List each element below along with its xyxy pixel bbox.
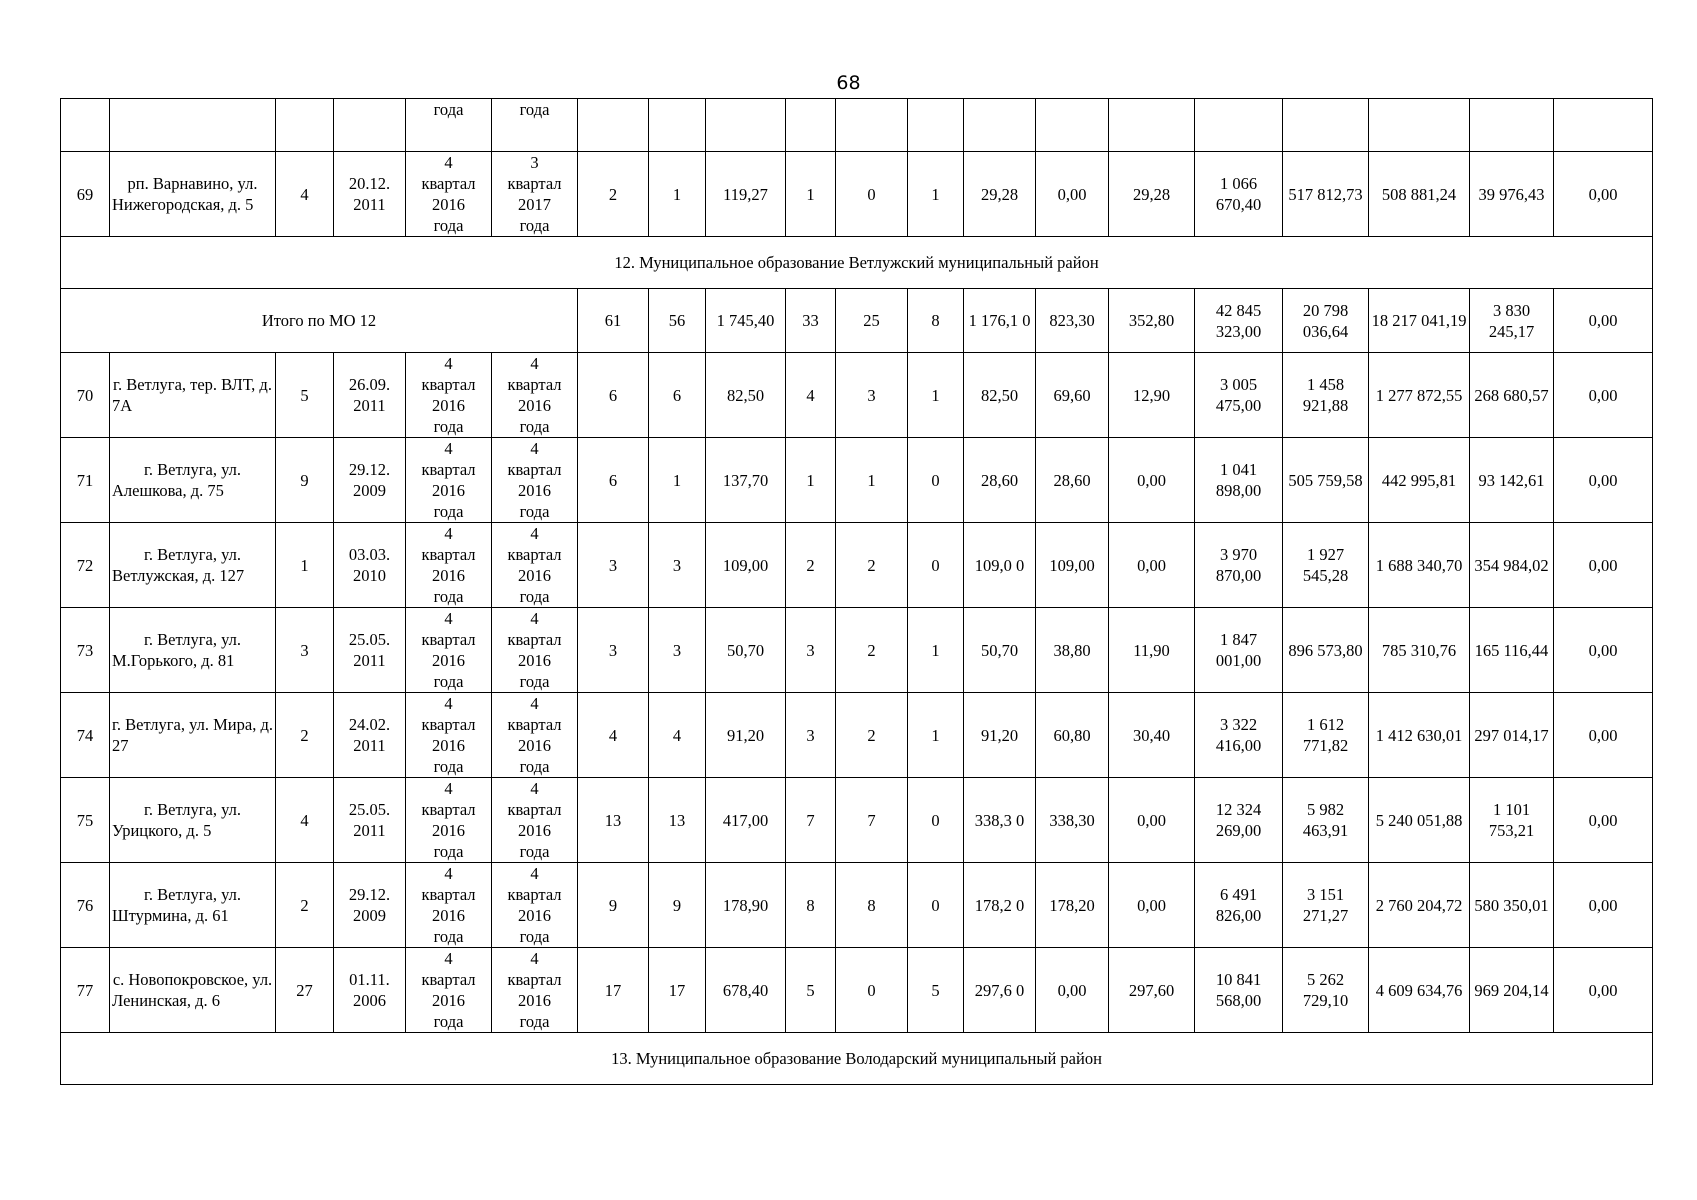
housing-program-table: [60, 98, 1653, 1085]
section-header-13: [61, 1033, 1653, 1085]
value-cell-12: 1: [908, 608, 964, 693]
start-quarter-cell-line: квартал: [421, 715, 476, 734]
value-cell-11: 8: [836, 863, 908, 948]
value-cell-15: 297,60: [1109, 948, 1195, 1033]
row-number: 73: [61, 608, 110, 693]
start-quarter-cell-line: года: [433, 757, 464, 776]
end-quarter-cell-line: года: [519, 587, 550, 606]
value-cell-16: 3 005 475,00: [1195, 353, 1283, 438]
end-quarter-cell-line: 4: [530, 524, 539, 543]
start-quarter-cell: [406, 693, 492, 778]
total-value-15: 352,80: [1109, 289, 1195, 353]
value-cell-7: 17: [578, 948, 649, 1033]
value-cell-15: 0,00: [1109, 863, 1195, 948]
value-cell-20: 0,00: [1554, 948, 1653, 1033]
value-cell-10: 3: [786, 693, 836, 778]
table-row: [61, 353, 1653, 438]
end-quarter-cell-line: 3: [530, 153, 539, 172]
row-number: 74: [61, 693, 110, 778]
value-cell-8: 3: [649, 608, 706, 693]
value-cell-16: 1 847 001,00: [1195, 608, 1283, 693]
address-cell: г. Ветлуга, ул. Штурмина, д. 61: [110, 863, 276, 948]
page-number: 68: [836, 72, 861, 94]
value-cell-17: 1 458 921,88: [1283, 353, 1369, 438]
count-cell: 1: [276, 523, 334, 608]
date-cell: 29.12. 2009: [334, 438, 406, 523]
value-cell-20: 0,00: [1554, 693, 1653, 778]
value-cell-16: 1 066 670,40: [1195, 152, 1283, 237]
start-quarter-cell: [406, 353, 492, 438]
value-cell-14: 60,80: [1036, 693, 1109, 778]
value-cell-20: 0,00: [1554, 863, 1653, 948]
value-cell-7: 6: [578, 353, 649, 438]
section-header-12: [61, 237, 1653, 289]
value-cell-16: 1 041 898,00: [1195, 438, 1283, 523]
table-row: [61, 523, 1653, 608]
end-quarter-cell: [492, 863, 578, 948]
end-quarter-cell: [492, 693, 578, 778]
end-quarter-cell-line: квартал: [507, 460, 562, 479]
end-quarter-cell-line: квартал: [507, 800, 562, 819]
address-cell: г. Ветлуга, ул. Урицкого, д. 5: [110, 778, 276, 863]
value-cell-19: 93 142,61: [1470, 438, 1554, 523]
start-quarter-cell-line: 4: [444, 354, 453, 373]
start-quarter-cell-line: 4: [444, 609, 453, 628]
total-value-12: 8: [908, 289, 964, 353]
end-quarter-cell-line: 2016: [518, 481, 551, 500]
total-value-8: 56: [649, 289, 706, 353]
value-cell-19: 969 204,14: [1470, 948, 1554, 1033]
total-value-17: 20 798 036,64: [1283, 289, 1369, 353]
row-number: 75: [61, 778, 110, 863]
value-cell-19: 165 116,44: [1470, 608, 1554, 693]
end-quarter-cell: [492, 152, 578, 237]
start-quarter-cell: [406, 438, 492, 523]
value-cell-11: 2: [836, 608, 908, 693]
start-quarter-cell-line: года: [433, 216, 464, 235]
value-cell-18: 1 412 630,01: [1369, 693, 1470, 778]
value-cell-13: 50,70: [964, 608, 1036, 693]
end-quarter-cell-line: 4: [530, 439, 539, 458]
address-cell: г. Ветлуга, тер. ВЛТ, д. 7А: [110, 353, 276, 438]
start-quarter-cell-line: квартал: [421, 174, 476, 193]
continued-header-row: [61, 99, 1653, 152]
start-quarter-cell-line: года: [433, 587, 464, 606]
end-quarter-cell-line: года: [519, 757, 550, 776]
value-cell-9: 50,70: [706, 608, 786, 693]
end-quarter-cell-line: 2016: [518, 736, 551, 755]
value-cell-15: 11,90: [1109, 608, 1195, 693]
address-cell: г. Ветлуга, ул. Мира, д. 27: [110, 693, 276, 778]
value-cell-11: 2: [836, 523, 908, 608]
value-cell-18: 508 881,24: [1369, 152, 1470, 237]
count-cell: 4: [276, 152, 334, 237]
end-quarter-cell-line: 4: [530, 609, 539, 628]
value-cell-15: 12,90: [1109, 353, 1195, 438]
count-cell: 27: [276, 948, 334, 1033]
total-value-19: 3 830 245,17: [1470, 289, 1554, 353]
end-quarter-cell-line: квартал: [507, 630, 562, 649]
value-cell-9: 678,40: [706, 948, 786, 1033]
value-cell-12: 0: [908, 863, 964, 948]
value-cell-20: 0,00: [1554, 438, 1653, 523]
value-cell-19: 39 976,43: [1470, 152, 1554, 237]
value-cell-17: 1 927 545,28: [1283, 523, 1369, 608]
end-quarter-cell-line: 4: [530, 864, 539, 883]
value-cell-7: 3: [578, 608, 649, 693]
value-cell-10: 2: [786, 523, 836, 608]
start-quarter-cell-line: 2016: [432, 906, 465, 925]
start-quarter-cell-line: года: [433, 1012, 464, 1031]
value-cell-7: 4: [578, 693, 649, 778]
section-header-13-title: 13. Муниципальное образование Володарский муниципальный район: [61, 1033, 1653, 1085]
row-number: 69: [61, 152, 110, 237]
end-quarter-cell-line: 4: [530, 949, 539, 968]
table-row: [61, 152, 1653, 237]
value-cell-11: 2: [836, 693, 908, 778]
table-row: [61, 693, 1653, 778]
start-quarter-cell-line: квартал: [421, 545, 476, 564]
value-cell-13: 91,20: [964, 693, 1036, 778]
total-label: Итого по МО 12: [61, 289, 578, 353]
value-cell-10: 5: [786, 948, 836, 1033]
value-cell-14: 69,60: [1036, 353, 1109, 438]
value-cell-12: 0: [908, 523, 964, 608]
end-quarter-cell: [492, 523, 578, 608]
value-cell-9: 137,70: [706, 438, 786, 523]
value-cell-14: 0,00: [1036, 152, 1109, 237]
value-cell-16: 3 970 870,00: [1195, 523, 1283, 608]
value-cell-13: 297,6 0: [964, 948, 1036, 1033]
value-cell-13: 338,3 0: [964, 778, 1036, 863]
end-quarter-cell-line: квартал: [507, 375, 562, 394]
total-value-13: 1 176,1 0: [964, 289, 1036, 353]
date-cell: 25.05. 2011: [334, 608, 406, 693]
value-cell-17: 896 573,80: [1283, 608, 1369, 693]
address-cell: г. Ветлуга, ул. Ветлужская, д. 127: [110, 523, 276, 608]
value-cell-17: 505 759,58: [1283, 438, 1369, 523]
value-cell-16: 3 322 416,00: [1195, 693, 1283, 778]
start-quarter-cell-line: года: [433, 927, 464, 946]
start-quarter-cell: [406, 863, 492, 948]
value-cell-11: 3: [836, 353, 908, 438]
value-cell-18: 1 277 872,55: [1369, 353, 1470, 438]
value-cell-9: 119,27: [706, 152, 786, 237]
table-row: [61, 608, 1653, 693]
value-cell-14: 38,80: [1036, 608, 1109, 693]
value-cell-14: 109,00: [1036, 523, 1109, 608]
end-quarter-cell-line: 2016: [518, 651, 551, 670]
start-quarter-cell-line: квартал: [421, 460, 476, 479]
start-quarter-cell-line: 2016: [432, 991, 465, 1010]
value-cell-16: 12 324 269,00: [1195, 778, 1283, 863]
value-cell-15: 0,00: [1109, 438, 1195, 523]
value-cell-12: 1: [908, 353, 964, 438]
total-value-7: 61: [578, 289, 649, 353]
value-cell-7: 2: [578, 152, 649, 237]
start-quarter-cell: [406, 608, 492, 693]
row-number: 77: [61, 948, 110, 1033]
start-quarter-cell-line: года: [433, 842, 464, 861]
value-cell-11: 1: [836, 438, 908, 523]
value-cell-10: 1: [786, 438, 836, 523]
start-quarter-cell: [406, 523, 492, 608]
count-cell: 3: [276, 608, 334, 693]
end-quarter-cell-line: квартал: [507, 174, 562, 193]
value-cell-12: 1: [908, 152, 964, 237]
section-header-12-title: 12. Муниципальное образование Ветлужский муниципальный район: [61, 237, 1653, 289]
total-value-20: 0,00: [1554, 289, 1653, 353]
value-cell-13: 28,60: [964, 438, 1036, 523]
date-cell: 20.12. 2011: [334, 152, 406, 237]
value-cell-15: 0,00: [1109, 523, 1195, 608]
value-cell-19: 268 680,57: [1470, 353, 1554, 438]
date-cell: 03.03. 2010: [334, 523, 406, 608]
start-quarter-cell-line: квартал: [421, 630, 476, 649]
value-cell-11: 0: [836, 152, 908, 237]
start-quarter-cell-line: 4: [444, 779, 453, 798]
value-cell-17: 5 982 463,91: [1283, 778, 1369, 863]
start-quarter-cell-line: 2016: [432, 481, 465, 500]
total-value-9: 1 745,40: [706, 289, 786, 353]
start-quarter-cell-line: 4: [444, 524, 453, 543]
end-quarter-cell-line: 2016: [518, 991, 551, 1010]
date-cell: 26.09. 2011: [334, 353, 406, 438]
value-cell-10: 7: [786, 778, 836, 863]
value-cell-17: 1 612 771,82: [1283, 693, 1369, 778]
start-quarter-cell-line: года: [433, 417, 464, 436]
end-quarter-cell-line: квартал: [507, 970, 562, 989]
value-cell-11: 7: [836, 778, 908, 863]
end-quarter-cell-line: квартал: [507, 885, 562, 904]
end-quarter-cell: [492, 948, 578, 1033]
value-cell-7: 6: [578, 438, 649, 523]
value-cell-14: 178,20: [1036, 863, 1109, 948]
count-cell: 4: [276, 778, 334, 863]
header-cell-end: года: [492, 99, 578, 152]
start-quarter-cell-line: квартал: [421, 375, 476, 394]
value-cell-20: 0,00: [1554, 152, 1653, 237]
table-row: [61, 948, 1653, 1033]
end-quarter-cell-line: 4: [530, 694, 539, 713]
value-cell-10: 8: [786, 863, 836, 948]
end-quarter-cell: [492, 353, 578, 438]
end-quarter-cell: [492, 438, 578, 523]
value-cell-7: 3: [578, 523, 649, 608]
end-quarter-cell-line: года: [519, 502, 550, 521]
value-cell-14: 28,60: [1036, 438, 1109, 523]
address-cell: с. Новопокровское, ул. Ленинская, д. 6: [110, 948, 276, 1033]
start-quarter-cell-line: 4: [444, 439, 453, 458]
value-cell-12: 1: [908, 693, 964, 778]
start-quarter-cell-line: квартал: [421, 885, 476, 904]
table-row: [61, 778, 1653, 863]
value-cell-15: 30,40: [1109, 693, 1195, 778]
value-cell-18: 442 995,81: [1369, 438, 1470, 523]
value-cell-9: 178,90: [706, 863, 786, 948]
start-quarter-cell-line: 2016: [432, 396, 465, 415]
value-cell-20: 0,00: [1554, 523, 1653, 608]
value-cell-19: 580 350,01: [1470, 863, 1554, 948]
value-cell-10: 3: [786, 608, 836, 693]
end-quarter-cell-line: 4: [530, 354, 539, 373]
value-cell-9: 82,50: [706, 353, 786, 438]
value-cell-9: 91,20: [706, 693, 786, 778]
date-cell: 01.11. 2006: [334, 948, 406, 1033]
value-cell-8: 1: [649, 152, 706, 237]
value-cell-8: 9: [649, 863, 706, 948]
start-quarter-cell-line: года: [433, 502, 464, 521]
end-quarter-cell-line: 2017: [518, 195, 551, 214]
end-quarter-cell-line: квартал: [507, 715, 562, 734]
start-quarter-cell: [406, 948, 492, 1033]
date-cell: 24.02. 2011: [334, 693, 406, 778]
value-cell-9: 109,00: [706, 523, 786, 608]
table-row: [61, 863, 1653, 948]
date-cell: 29.12. 2009: [334, 863, 406, 948]
end-quarter-cell-line: 2016: [518, 566, 551, 585]
value-cell-15: 0,00: [1109, 778, 1195, 863]
value-cell-13: 109,0 0: [964, 523, 1036, 608]
start-quarter-cell-line: квартал: [421, 800, 476, 819]
date-cell: 25.05. 2011: [334, 778, 406, 863]
value-cell-20: 0,00: [1554, 608, 1653, 693]
end-quarter-cell-line: 2016: [518, 821, 551, 840]
end-quarter-cell: [492, 608, 578, 693]
address-cell: рп. Варнавино, ул. Нижегородская, д. 5: [110, 152, 276, 237]
value-cell-18: 1 688 340,70: [1369, 523, 1470, 608]
count-cell: 2: [276, 863, 334, 948]
start-quarter-cell-line: квартал: [421, 970, 476, 989]
value-cell-18: 785 310,76: [1369, 608, 1470, 693]
count-cell: 5: [276, 353, 334, 438]
row-number: 70: [61, 353, 110, 438]
value-cell-13: 82,50: [964, 353, 1036, 438]
end-quarter-cell-line: года: [519, 927, 550, 946]
end-quarter-cell-line: года: [519, 417, 550, 436]
total-value-11: 25: [836, 289, 908, 353]
start-quarter-cell-line: 2016: [432, 821, 465, 840]
value-cell-7: 13: [578, 778, 649, 863]
value-cell-14: 338,30: [1036, 778, 1109, 863]
end-quarter-cell-line: 2016: [518, 396, 551, 415]
value-cell-18: 5 240 051,88: [1369, 778, 1470, 863]
start-quarter-cell-line: 4: [444, 153, 453, 172]
value-cell-19: 1 101 753,21: [1470, 778, 1554, 863]
end-quarter-cell-line: 2016: [518, 906, 551, 925]
value-cell-8: 17: [649, 948, 706, 1033]
value-cell-20: 0,00: [1554, 778, 1653, 863]
value-cell-17: 517 812,73: [1283, 152, 1369, 237]
total-value-18: 18 217 041,19: [1369, 289, 1470, 353]
value-cell-13: 29,28: [964, 152, 1036, 237]
value-cell-20: 0,00: [1554, 353, 1653, 438]
start-quarter-cell: [406, 778, 492, 863]
value-cell-17: 5 262 729,10: [1283, 948, 1369, 1033]
row-number: 72: [61, 523, 110, 608]
row-number: 76: [61, 863, 110, 948]
value-cell-8: 1: [649, 438, 706, 523]
value-cell-14: 0,00: [1036, 948, 1109, 1033]
count-cell: 9: [276, 438, 334, 523]
value-cell-18: 4 609 634,76: [1369, 948, 1470, 1033]
value-cell-10: 1: [786, 152, 836, 237]
value-cell-12: 5: [908, 948, 964, 1033]
value-cell-8: 6: [649, 353, 706, 438]
start-quarter-cell-line: года: [433, 672, 464, 691]
start-quarter-cell-line: 4: [444, 694, 453, 713]
end-quarter-cell-line: года: [519, 216, 550, 235]
start-quarter-cell-line: 2016: [432, 195, 465, 214]
start-quarter-cell-line: 4: [444, 864, 453, 883]
end-quarter-cell-line: года: [519, 672, 550, 691]
value-cell-12: 0: [908, 438, 964, 523]
header-cell-start: года: [406, 99, 492, 152]
value-cell-16: 10 841 568,00: [1195, 948, 1283, 1033]
value-cell-12: 0: [908, 778, 964, 863]
value-cell-8: 3: [649, 523, 706, 608]
address-cell: г. Ветлуга, ул. Алешкова, д. 75: [110, 438, 276, 523]
total-row: [61, 289, 1653, 353]
value-cell-10: 4: [786, 353, 836, 438]
value-cell-7: 9: [578, 863, 649, 948]
value-cell-15: 29,28: [1109, 152, 1195, 237]
value-cell-11: 0: [836, 948, 908, 1033]
value-cell-9: 417,00: [706, 778, 786, 863]
start-quarter-cell-line: 2016: [432, 736, 465, 755]
end-quarter-cell-line: квартал: [507, 545, 562, 564]
table-row: [61, 438, 1653, 523]
row-number: 71: [61, 438, 110, 523]
total-value-14: 823,30: [1036, 289, 1109, 353]
address-cell: г. Ветлуга, ул. М.Горького, д. 81: [110, 608, 276, 693]
end-quarter-cell-line: года: [519, 842, 550, 861]
value-cell-17: 3 151 271,27: [1283, 863, 1369, 948]
end-quarter-cell: [492, 778, 578, 863]
start-quarter-cell-line: 4: [444, 949, 453, 968]
end-quarter-cell-line: 4: [530, 779, 539, 798]
total-value-16: 42 845 323,00: [1195, 289, 1283, 353]
end-quarter-cell-line: года: [519, 1012, 550, 1031]
value-cell-8: 13: [649, 778, 706, 863]
value-cell-18: 2 760 204,72: [1369, 863, 1470, 948]
total-value-10: 33: [786, 289, 836, 353]
value-cell-13: 178,2 0: [964, 863, 1036, 948]
value-cell-19: 354 984,02: [1470, 523, 1554, 608]
start-quarter-cell: [406, 152, 492, 237]
value-cell-19: 297 014,17: [1470, 693, 1554, 778]
count-cell: 2: [276, 693, 334, 778]
value-cell-8: 4: [649, 693, 706, 778]
start-quarter-cell-line: 2016: [432, 651, 465, 670]
start-quarter-cell-line: 2016: [432, 566, 465, 585]
value-cell-16: 6 491 826,00: [1195, 863, 1283, 948]
